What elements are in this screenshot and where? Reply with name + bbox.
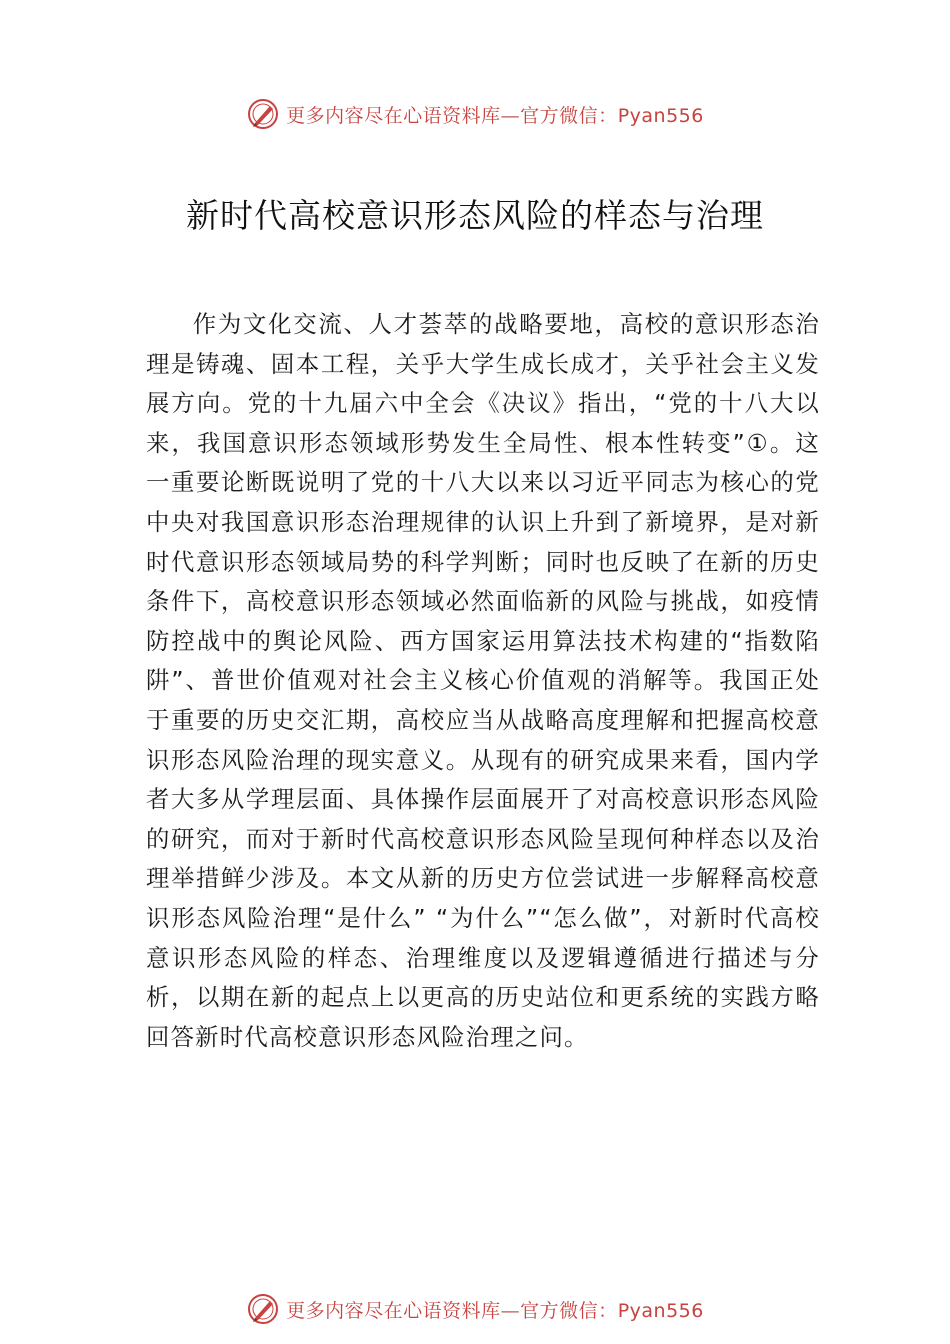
watermark-text [286,1296,704,1323]
watermark-separator: — [500,104,521,127]
watermark-brand: 更多内容尽在心语资料库 [286,1299,501,1322]
watermark-wechat-label: 官方微信： [520,1299,618,1322]
watermark-text [286,101,704,128]
document-title: 新时代高校意识形态风险的样态与治理 [186,196,764,235]
watermark-separator: — [500,1299,521,1322]
pen-seal-icon [246,97,280,131]
footer-watermark [0,1289,950,1329]
watermark-brand: 更多内容尽在心语资料库 [286,104,501,127]
header-watermark [0,94,950,134]
watermark-wechat-label: 官方微信： [520,104,618,127]
pen-seal-icon [246,1292,280,1326]
body-paragraph: 作为文化交流、人才荟萃的战略要地，高校的意识形态治理是铸魂、固本工程，关乎大学生成长成才，关乎社会主义发展方向。党的十九届六中全会《决议》指出，“党的十八大以来，我国意识形态领域形势发生全局性、根本性转变”①。这一重要论断既说明了党的十八大以来以习近平同志为核心的党中央对我国意识形态治理规律的认识上升到了新境界，是对新时代意识形态领域局势的科学判断；同时也反映了在新的历史条件下，高校意识形态领域必然面临新的风险与挑战，如疫情防控战中的舆论风险、西方国家运用算法技术构建的“指数陷阱”、普世价值观对社会主义核心价值观的消解等。我国正处于重要的历史交汇期，高校应当从战略高度理解和把握高校意识形态风险治理的现实意义。从现有的研究成果来看，国内学者大多从学理层面、具体操作层面展开了对高校意识形态风险的研究，而对于新时代高校意识形态风险呈现何种样态以及治理举措鲜少涉及。本文从新的历史方位尝试进一步解释高校意识形态风险治理“是什么” “为什么”“怎么做”，对新时代高校意识形态风险的样态、治理维度以及逻辑遵循进行描述与分析，以期在新的起点上以更高的历史站位和更系统的实践方略回答新时代高校意识形态风险治理之问。 [146,310,820,1051]
watermark-wechat-id: Pyan556 [617,1299,704,1322]
watermark-wechat-id: Pyan556 [617,104,704,127]
